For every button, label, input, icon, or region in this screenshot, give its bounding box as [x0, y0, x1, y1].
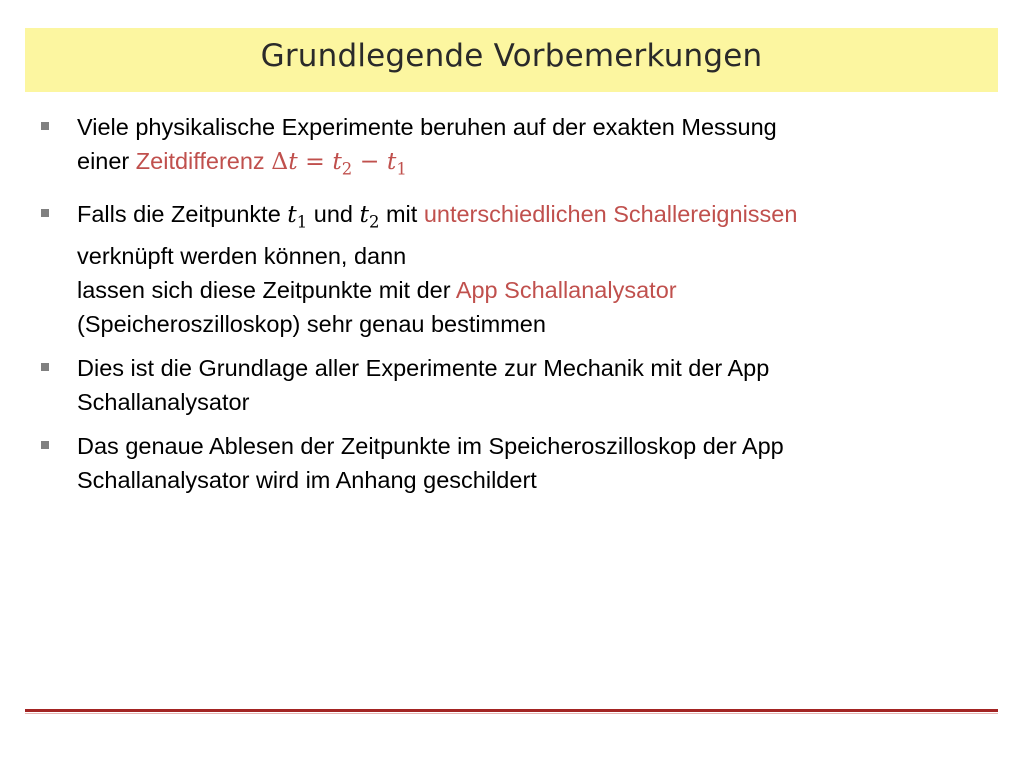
bullet-3-line-1: Dies ist die Grundlage aller Experimente zur Mechanik mit der App — [77, 355, 770, 382]
formula-minus: − — [359, 147, 380, 175]
bullet-2-line-3-prefix: lassen sich diese Zeitpunkte mit der — [77, 277, 456, 304]
bullet-item-4 — [41, 429, 981, 497]
highlight-app-schallanalysator: App Schallanalysator — [455, 277, 677, 304]
bullet-2-part-3: mit — [379, 200, 424, 227]
bullet-item-2 — [41, 197, 981, 342]
bullet-2-line-2: verknüpft werden können, dann — [77, 243, 407, 270]
math-t2-sub: 2 — [368, 212, 380, 232]
slide-title: Grundlegende Vorbemerkungen — [260, 38, 763, 74]
title-bar — [25, 28, 998, 92]
bullet-2-part-2: und — [307, 200, 360, 227]
formula-t2: t — [332, 147, 342, 175]
formula-t1: t — [386, 147, 397, 175]
math-t1 — [287, 199, 308, 232]
square-bullet-icon — [41, 441, 49, 449]
bullet-2-part-1: Falls die Zeitpunkte — [77, 200, 288, 227]
square-bullet-icon — [41, 122, 49, 130]
bullet-1-line-2-prefix: einer — [77, 148, 136, 174]
bullet-4-line-2: Schallanalysator wird im Anhang geschildert — [77, 467, 537, 494]
highlight-zeitdifferenz: Zeitdifferenz — [135, 148, 265, 174]
bullet-item-3 — [41, 351, 981, 419]
bullet-2-line-4: (Speicheroszilloskop) sehr genau bestimmen — [77, 311, 546, 338]
footer-rule — [25, 709, 998, 712]
math-t1-sub: 1 — [296, 212, 308, 232]
formula-t1-sub: 1 — [396, 159, 407, 179]
highlight-schallereignisse: unterschiedlichen Schallereignissen — [423, 200, 798, 227]
formula-t: t — [288, 147, 298, 175]
math-t1-base: t — [287, 199, 297, 228]
square-bullet-icon — [41, 209, 49, 217]
formula-time-difference — [271, 147, 407, 179]
formula-t2-sub: 2 — [341, 159, 353, 179]
bullet-item-1 — [41, 110, 981, 187]
formula-equals: = — [305, 147, 325, 175]
bullet-4-line-1: Das genaue Ablesen der Zeitpunkte im Speicheroszilloskop der App — [77, 433, 784, 460]
math-t2 — [359, 199, 380, 232]
formula-delta: Δ — [271, 147, 289, 175]
footer-rule-shadow — [25, 713, 998, 714]
bullet-1-line-1: Viele physikalische Experimente beruhen auf der exakten Messung — [77, 114, 777, 140]
bullet-3-line-2: Schallanalysator — [77, 389, 250, 416]
bullet-list — [41, 110, 981, 507]
math-t2-base: t — [359, 199, 369, 228]
square-bullet-icon — [41, 363, 49, 371]
